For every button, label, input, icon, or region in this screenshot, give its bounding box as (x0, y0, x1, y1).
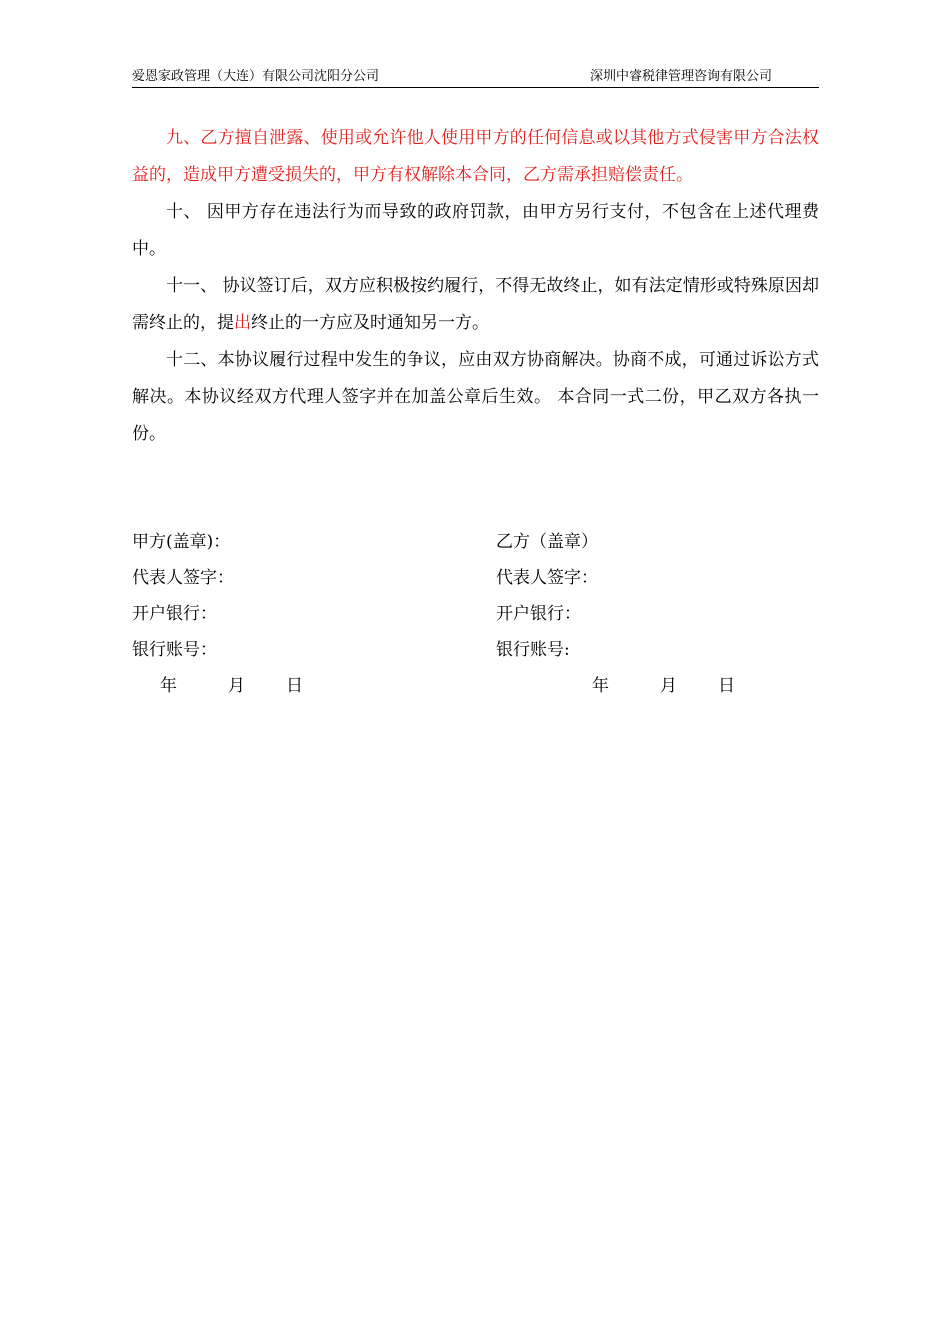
clause-11-part1: 十一、 协议签订后，双方应积极按约履行，不得无故终止，如有法定情形或特殊原因却需终止的，提 (132, 276, 819, 333)
party-a-seal: 甲方(盖章)： (132, 532, 231, 552)
clause-10: 十、 因甲方存在违法行为而导致的政府罚款，由甲方另行支付，不包含在上述代理费中。 (132, 202, 819, 259)
party-a-bank: 开户银行： (132, 604, 217, 624)
clause-11-part2: 终止的一方应及时通知另一方。 (251, 313, 489, 333)
party-a-date (132, 668, 432, 704)
clause-12: 十二、本协议履行过程中发生的争议，应由双方协商解决。协商不成，可通过诉讼方式解决。本协议经双方代理人签字并在加盖公章后生效。 本合同一式二份，甲乙双方各执一份。 (132, 350, 819, 444)
clause-11-highlight: 出 (234, 313, 251, 333)
contract-clauses (132, 120, 819, 453)
page-header (132, 66, 819, 88)
clause-9: 九、乙方擅自泄露、使用或允许他人使用甲方的任何信息或以其他方式侵害甲方合法权益的，造成甲方遭受损失的，甲方有权解除本合同，乙方需承担赔偿责任。 (132, 128, 819, 185)
party-b-day: 日 (718, 676, 735, 696)
party-a-representative: 代表人签字： (132, 568, 234, 588)
header-company-right: 深圳中睿税律管理咨询有限公司 (589, 69, 772, 84)
party-b-year: 年 (592, 676, 609, 696)
party-a-year: 年 (160, 676, 177, 696)
clause-11 (132, 268, 819, 342)
party-a-month: 月 (228, 676, 245, 696)
party-b-seal: 乙方（盖章） (496, 532, 598, 552)
party-a-account: 银行账号： (132, 640, 217, 660)
party-b-representative: 代表人签字： (496, 568, 598, 588)
party-a-signature-block (132, 524, 432, 704)
party-b-date (496, 668, 796, 704)
header-company-left: 爱恩家政管理（大连）有限公司沈阳分公司 (132, 69, 380, 84)
party-b-account: 银行账号: (496, 640, 570, 660)
party-a-day: 日 (286, 676, 303, 696)
party-b-month: 月 (660, 676, 677, 696)
party-b-bank: 开户银行： (496, 604, 581, 624)
party-b-signature-block (496, 524, 796, 704)
